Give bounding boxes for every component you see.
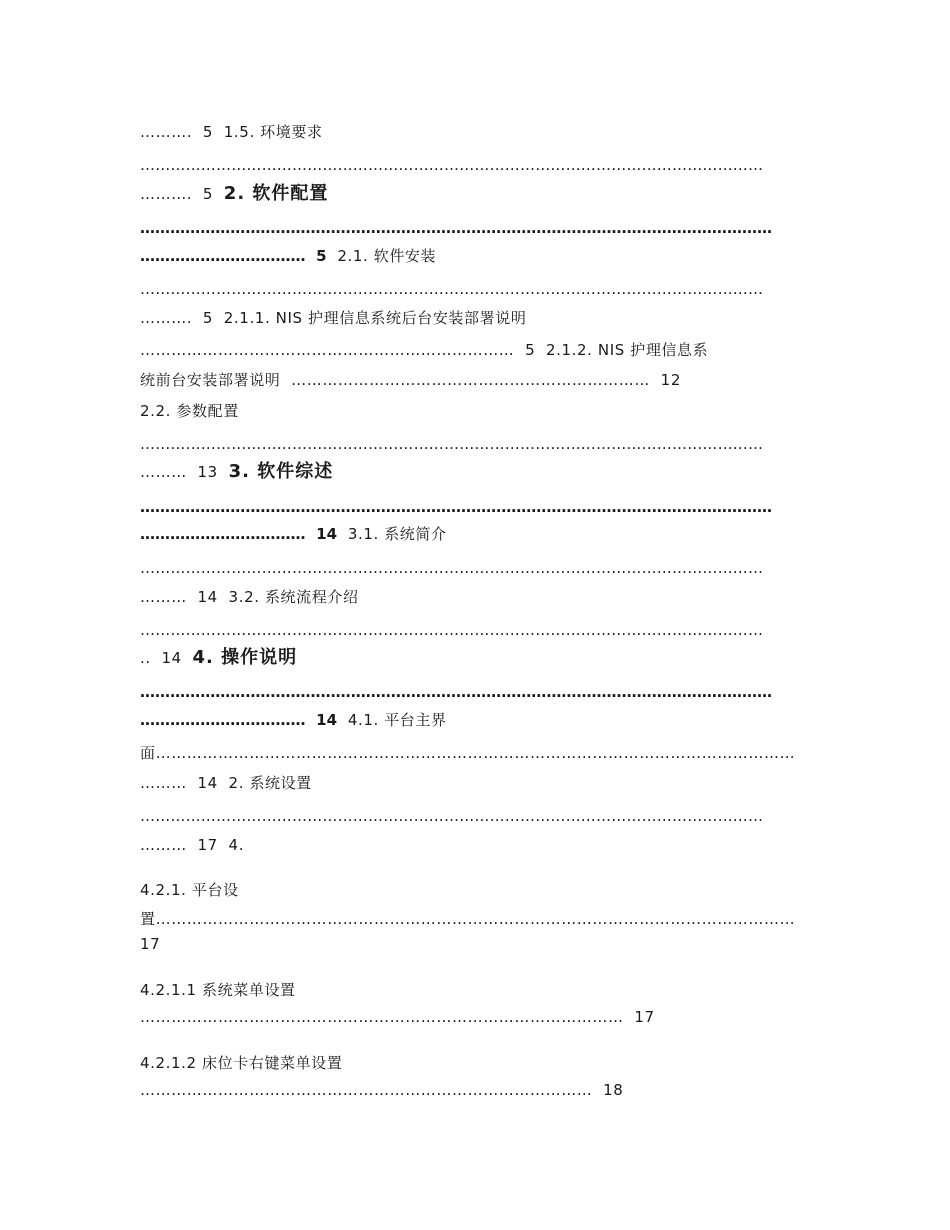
toc-heading-2: 2. 软件配置: [223, 183, 329, 204]
toc-page-ref-bold: …………………………… 14: [140, 525, 338, 543]
toc-line-4-2-1-1: 4.2.1.1 系统菜单设置: [140, 981, 296, 999]
toc-line-4-1: [140, 710, 447, 730]
toc-line-4-2-1-2-ref: …………………………………………………………………………… 18: [140, 1081, 624, 1099]
toc-page-ref: ………. 5: [140, 185, 224, 203]
toc-line-2-1-2-cont: 统前台安装部署说明 …………………………………………………………… 12: [140, 371, 681, 389]
toc-line-2-1: [140, 246, 436, 266]
toc-line-2-1-1: ………. 5 2.1.1. NIS 护理信息系统后台安装部署说明: [140, 309, 527, 327]
toc-leader-dots: ……………………………………………………………………………………………………………: [140, 435, 764, 453]
toc-line-2-2: 2.2. 参数配置: [140, 402, 239, 420]
toc-line-4-1-cont: 面……………………………………………………………………………………………………………: [140, 744, 796, 762]
toc-leader-dots: ……………………………………………………………………………………………………………: [140, 559, 764, 577]
toc-line-1-5: ………. 5 1.5. 环境要求: [140, 123, 323, 141]
toc-line-4-2-1-2: 4.2.1.2 床位卡右键菜单设置: [140, 1054, 343, 1072]
toc-heading-3: 3. 软件综述: [228, 461, 334, 482]
toc-line-4-2-1-1-ref: ………………………………………………………………………………… 17: [140, 1008, 655, 1026]
toc-leader-dots-bold: ………………………………………………………………………………………………………………: [140, 683, 773, 701]
toc-heading-4-1: 4.1. 平台主界: [337, 711, 447, 729]
toc-line-3-1: [140, 524, 447, 544]
toc-leader-dots: ……………………………………………………………………………………………………………: [140, 807, 764, 825]
toc-line-4-2-ref: ……… 17 4.: [140, 836, 245, 854]
toc-line-4: [140, 648, 297, 668]
toc-page-ref: ……… 13: [140, 463, 229, 481]
toc-line-4-2: ……… 14 2. 系统设置: [140, 774, 312, 792]
toc-line-2: [140, 184, 328, 204]
toc-leader-dots: ……………………………………………………………………………………………………………: [140, 621, 764, 639]
toc-page-ref-bold: …………………………… 14: [140, 711, 338, 729]
toc-leader-dots-bold: ………………………………………………………………………………………………………………: [140, 498, 773, 516]
toc-line-4-2-1-cont: 置……………………………………………………………………………………………………………: [140, 910, 796, 928]
toc-heading-3-1: 3.1. 系统简介: [337, 525, 447, 543]
toc-line-3-2: ……… 14 3.2. 系统流程介绍: [140, 588, 359, 606]
toc-page-number: 17: [140, 935, 161, 953]
toc-heading-2-1: 2.1. 软件安装: [326, 247, 437, 265]
toc-line-4-2-1: 4.2.1. 平台设: [140, 881, 239, 899]
toc-leader-dots: ……………………………………………………………………………………………………………: [140, 156, 764, 174]
toc-leader-dots: ……………………………………………………………………………………………………………: [140, 280, 764, 298]
toc-heading-4: 4. 操作说明: [192, 647, 298, 668]
toc-page-ref-bold: …………………………… 5: [140, 247, 327, 265]
toc-leader-dots-bold: ………………………………………………………………………………………………………………: [140, 219, 773, 237]
toc-line-2-1-2: ……………………………………………………………… 5 2.1.2. NIS 护理信息系: [140, 341, 709, 359]
toc-line-3: [140, 462, 333, 482]
toc-page-ref: .. 14: [140, 649, 193, 667]
